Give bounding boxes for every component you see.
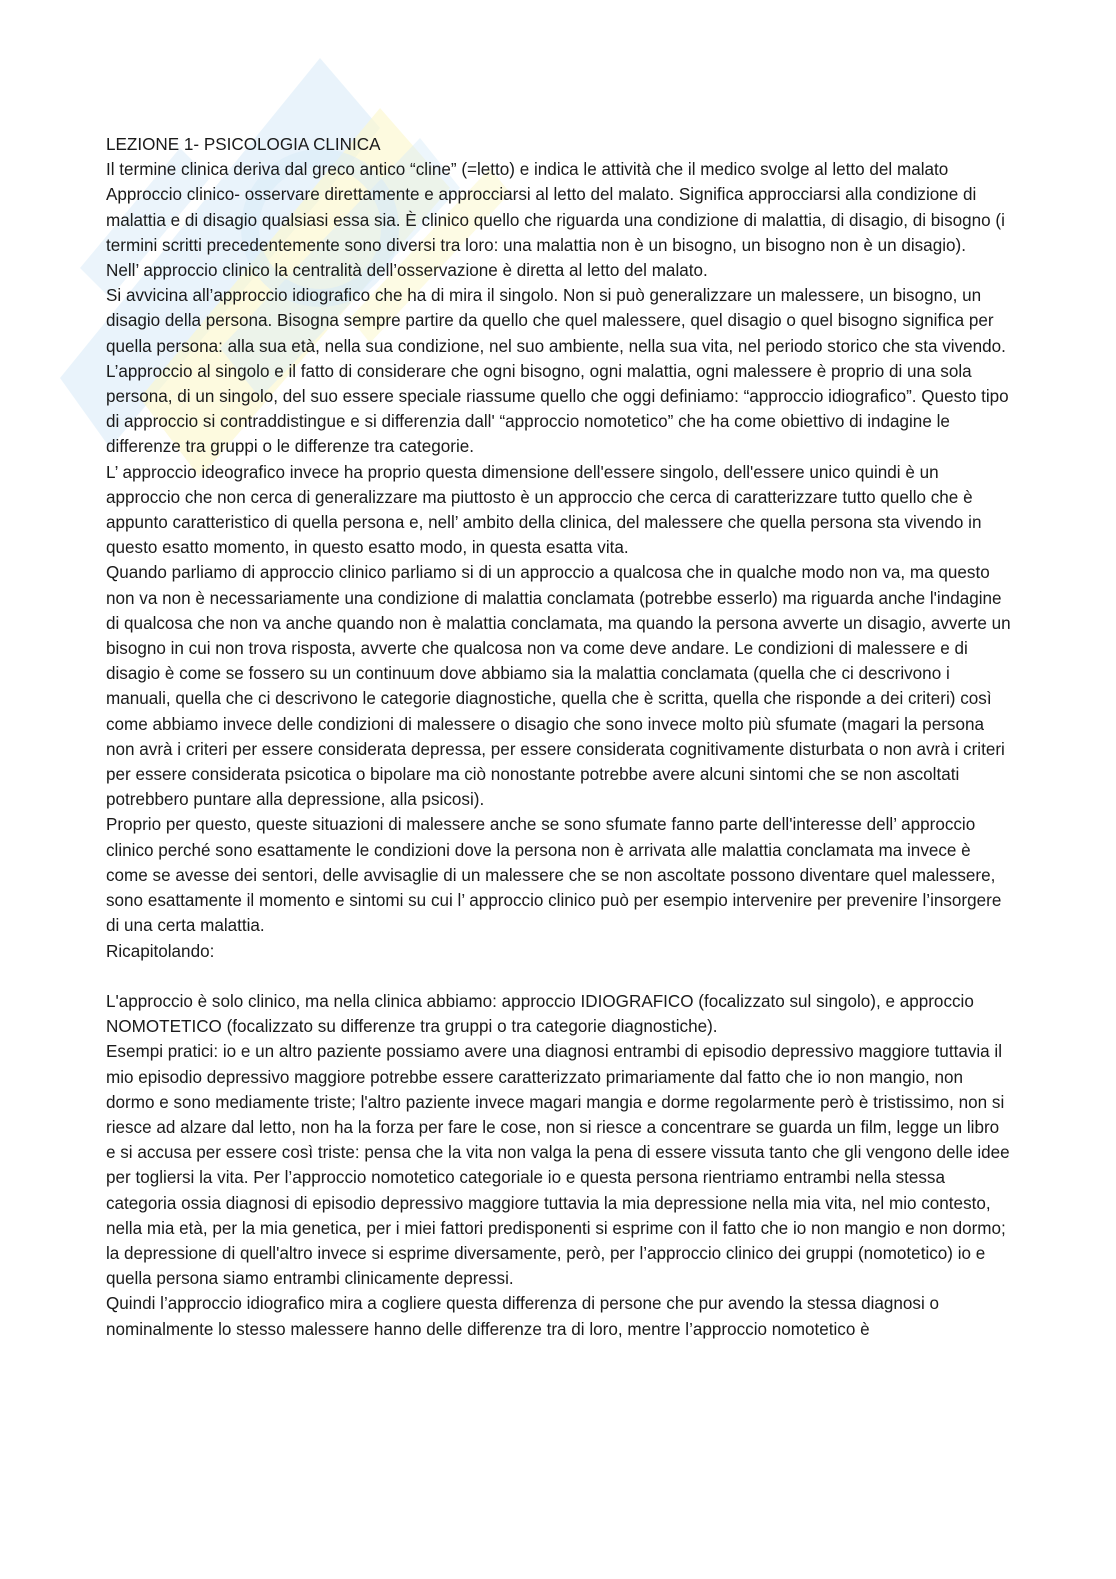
paragraph: L’approccio al singolo e il fatto di considerare che ogni bisogno, ogni malattia, ogni malessere è proprio di una sola persona, di un singolo, del suo essere speciale riassume quello che oggi definiamo: “approccio idiografico”. Questo tipo di approccio si contraddistingue e si differenzia dall' “approccio nomotetico” che ha come obiettivo di indagine le differenze tra gruppi o le differenze tra categorie. [106,361,1009,457]
document-body [106,132,1011,1342]
paragraph: Esempi pratici: io e un altro paziente possiamo avere una diagnosi entrambi di episodio depressivo maggiore tuttavia il mio episodio depressivo maggiore potrebbe essere caratterizzato primariamente dal fatto che io non mangio, non dormo e sono mediamente triste; l'altro paziente invece magari mangia e dorme regolarmente però è tristissimo, non si riesce ad alzare dal letto, non ha la forza per fare le cose, non si riesce a concentrare se guarda un film, legge un libro e si accusa per essere così triste: pensa che la vita non valga la pena di essere vissuta tanto che gli vengono delle idee per togliersi la vita. Per l’approccio nomotetico categoriale io e questa persona rientriamo entrambi nella stessa categoria ossia diagnosi di episodio depressivo maggiore tuttavia la mia depressione nella mia vita, nel mio contesto, nella mia età, per la mia genetica, per i miei fattori predisponenti si esprime con il fatto che io non mangio e non dormo; la depressione di quell'altro invece si esprime diversamente, però, per l’approccio clinico dei gruppi (nomotetico) io e quella persona siamo entrambi clinicamente depressi. [106,1042,1010,1289]
paragraph: Ricapitolando: [106,941,215,961]
paragraph: Quando parliamo di approccio clinico parliamo si di un approccio a qualcosa che in qualche modo non va, ma questo non va non è necessariamente una condizione di malattia conclamata (potrebbe esserlo) ma riguarda anche l'indagine di qualcosa che non va anche quando non è malattia conclamata, ma quando la persona avverte un disagio, avverte un bisogno in cui non trova risposta, avverte che qualcosa non va come deve andare. Le condizioni di malessere e di disagio è come se fossero su un continuum dove abbiamo sia la malattia conclamata (quella che ci descrivono i manuali, quella che ci descrivono le categorie diagnostiche, quella che è scritta, quella che risponde a dei criteri) così come abbiamo invece delle condizioni di malessere o disagio che sono invece molto più sfumate (magari la persona non avrà i criteri per essere considerata depressa, per essere considerata cognitivamente disturbata o non avrà i criteri per essere considerata psicotica o bipolare ma ciò nonostante potrebbe avere alcuni sintomi che se non ascoltati potrebbero puntare alla depressione, alla psicosi). [106,563,1011,810]
paragraph: L'approccio è solo clinico, ma nella clinica abbiamo: approccio IDIOGRAFICO (focalizzato sul singolo), e approccio NOMOTETICO (focalizzato su differenze tra gruppi o tra categorie diagnostiche). [106,991,974,1037]
document-title: LEZIONE 1- PSICOLOGIA CLINICA [106,135,381,154]
blank-line [106,964,1011,989]
paragraph: Il termine clinica deriva dal greco antico “cline” (=letto) e indica le attività che il medico svolge al letto del malato [106,160,949,180]
paragraph: Quindi l’approccio idiografico mira a cogliere questa differenza di persone che pur avendo la stessa diagnosi o nominalmente lo stesso malessere hanno delle differenze tra di loro, mentre l’approccio nomotetico è [106,1294,940,1339]
paragraph: Approccio clinico- osservare direttamente e approcciarsi al letto del malato. Significa approcciarsi alla condizione di malattia e di disagio qualsiasi essa sia. È clinico quello che riguarda una condizione di malattia, di disagio, di bisogno (i termini scritti precedentemente sono diversi tra loro: una malattia non è un bisogno, un bisogno non è un disagio). [106,185,1005,255]
paragraph: Si avvicina all’approccio idiografico che ha di mira il singolo. Non si può generalizzare un malessere, un bisogno, un disagio della persona. Bisogna sempre partire da quello che quel malessere, quel disagio o quel bisogno significa per quella persona: alla sua età, nella sua condizione, nel suo ambiente, nella sua vita, nel periodo storico che sta vivendo. [106,286,1006,356]
paragraph: L’ approccio ideografico invece ha proprio questa dimensione dell'essere singolo, dell'essere unico quindi è un approccio che non cerca di generalizzare ma piuttosto è un approccio che cerca di caratterizzare tutto quello che è appunto caratteristico di quella persona e, nell’ ambito della clinica, del malessere che quella persona sta vivendo in questo esatto momento, in questo esatto modo, in questa esatta vita. [106,462,982,558]
paragraph: Proprio per questo, queste situazioni di malessere anche se sono sfumate fanno parte dell'interesse dell’ approccio clinico perché sono esattamente le condizioni dove la persona non è arrivata alle malattia conclamata ma invece è come se avesse dei sentori, delle avvisaglie di un malessere che se non ascoltate possono diventare quel malessere, sono esattamente il momento e sintomi su cui l’ approccio clinico può per esempio intervenire per prevenire l’insorgere di una certa malattia. [106,815,1002,936]
paragraph: Nell’ approccio clinico la centralità dell’osservazione è diretta al letto del malato. [106,261,708,281]
